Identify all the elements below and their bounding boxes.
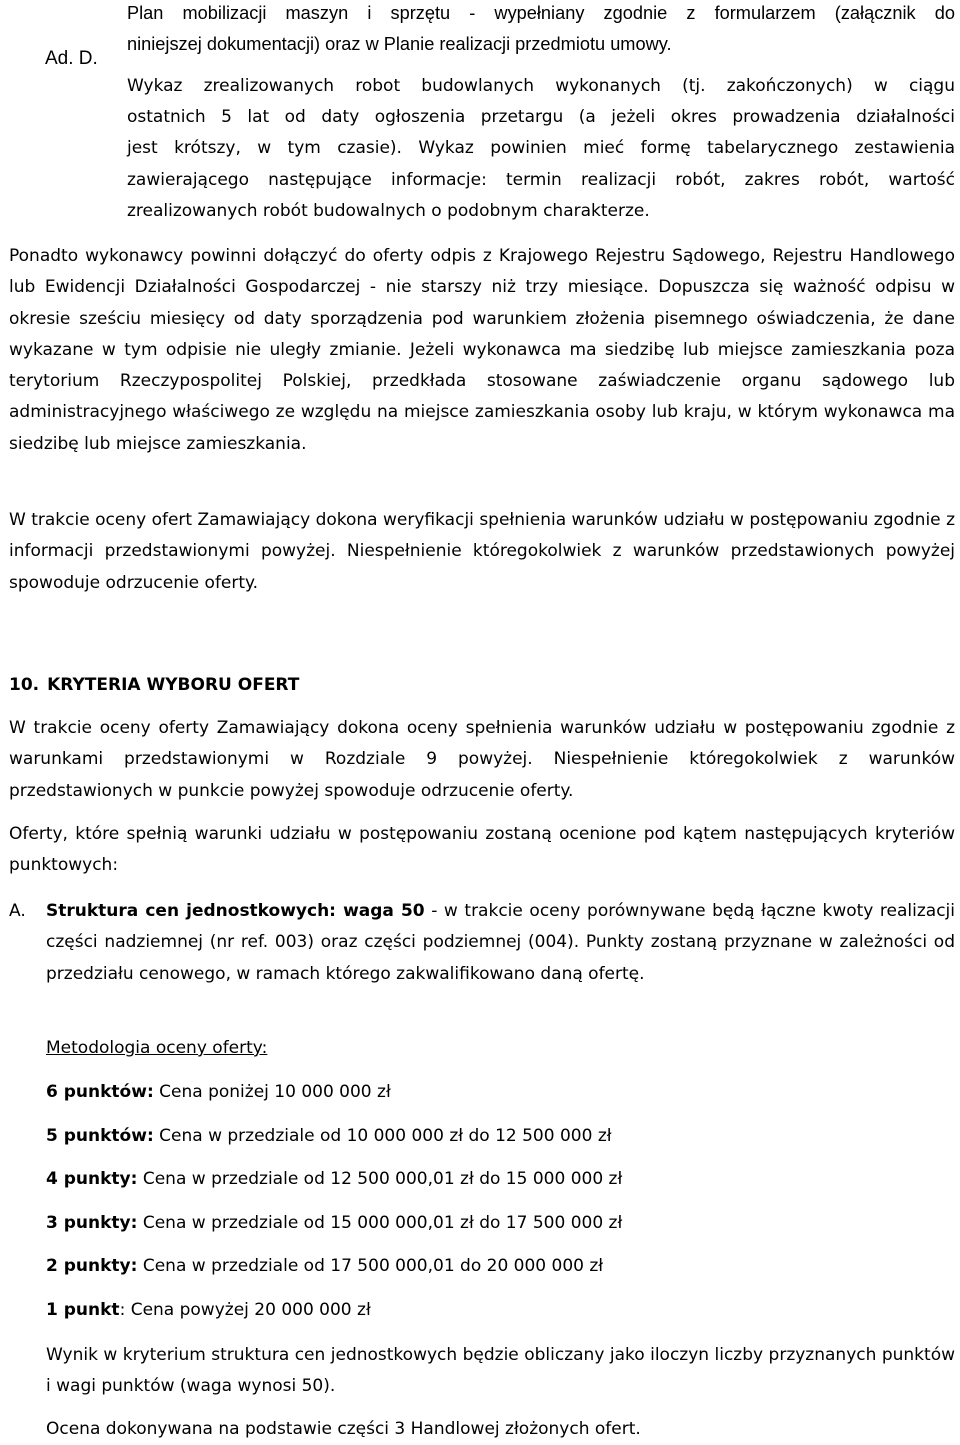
ad-d-line-5: zrealizowanych robót budowalnych o podobnym charakterze. — [127, 201, 650, 221]
plan-mobilizacji-line-2: niniejszej dokumentacji) oraz w Planie realizacji przedmiotu umowy. — [127, 34, 672, 54]
criterion-a-paragraph — [46, 896, 955, 990]
section-number: 10. — [9, 675, 40, 695]
section-title: KRYTERIA WYBORU OFERT — [47, 675, 300, 695]
ad-d-line-4: zawierającego następujące informacje: termin realizacji robót, zakres robót, wartość — [127, 170, 955, 190]
criterion-a-label: A. — [9, 901, 26, 921]
methodology-heading: Metodologia oceny oferty: — [46, 1038, 268, 1058]
result-paragraph: Wynik w kryterium struktura cen jednostkowych będzie obliczany jako iloczyn liczby przyznanych punktów i wagi punktów (waga wynosi 50). — [46, 1345, 955, 1397]
score-label: 1 punkt — [46, 1300, 120, 1320]
criterion-a-text: - w trakcie oceny porównywane będą łączne kwoty realizacji części nadziemnej (nr ref. 003) oraz części podziemnej (004). Punkty zostaną przyznane w zależności od przedziału cenowego, w ramach którego zakwalifikowano daną ofertę. — [46, 901, 955, 984]
score-label: 4 punkty: — [46, 1169, 138, 1189]
ad-d-line-1: Wykaz zrealizowanych robot budowlanych wykonanych (tj. zakończonych) w ciągu — [127, 76, 955, 96]
score-3 — [46, 1208, 622, 1239]
plan-mobilizacji-line-1: Plan mobilizacji maszyn i sprzętu - wypełniany zgodnie z formularzem (załącznik do — [127, 3, 955, 23]
criterion-a-title: Struktura cen jednostkowych: waga 50 — [46, 901, 425, 921]
ad-d-line-3-part-1: jest krótszy, w tym czasie). — [127, 138, 402, 158]
krs-paragraph: Ponadto wykonawcy powinni dołączyć do oferty odpis z Krajowego Rejestru Sądowego, Rejestru Handlowego lub Ewidencji Działalności Gospodarczej - nie starszy niż trzy miesiące. Dopuszcza się ważność odpisu w okresie sześciu miesięcy od daty sporządzenia pod warunkiem złożenia pisemnego oświadczenia, że dane wykazane w tym odpisie nie uległy zmianie. Jeżeli wykonawca ma siedzibę lub miejsce zamieszkania poza terytorium Rzeczypospolitej Polskiej, przedkłada stosowane zaświadczenie organu sądowego lub administracyjnego właściwego ze względu na miejsce zamieszkania osoby lub kraju, w którym wykonawca ma siedzibę lub miejsce zamieszkania. — [9, 246, 955, 454]
ad-d-line-3-part-2: Wykaz powinien mieć formę tabelarycznego zestawienia — [418, 138, 956, 158]
score-label: 2 punkty: — [46, 1256, 138, 1276]
ad-d-label: Ad. D. — [45, 48, 98, 69]
score-5 — [46, 1121, 612, 1152]
score-text: : Cena powyżej 20 000 000 zł — [119, 1300, 371, 1320]
section-10-paragraph-1: W trakcie oceny oferty Zamawiający dokona oceny spełnienia warunków udziału w postępowaniu zgodnie z warunkami przedstawionymi w Rozdziale 9 powyżej. Niespełnienie któregokolwiek z warunków przedstawionych w punkcie powyżej spowoduje odrzucenie oferty. — [9, 718, 955, 801]
ad-d-line-3 — [127, 133, 955, 164]
score-2 — [46, 1251, 603, 1282]
assessment-paragraph: Ocena dokonywana na podstawie części 3 Handlowej złożonych ofert. — [46, 1419, 641, 1439]
score-label: 5 punktów: — [46, 1126, 154, 1146]
score-1 — [46, 1295, 371, 1326]
score-text: Cena w przedziale od 12 500 000,01 zł do 15 000 000 zł — [137, 1169, 623, 1189]
score-text: Cena poniżej 10 000 000 zł — [153, 1082, 391, 1102]
verification-paragraph: W trakcie oceny ofert Zamawiający dokona weryfikacji spełnienia warunków udziału w postępowaniu zgodnie z informacji przedstawionymi powyżej. Niespełnienie któregokolwiek z warunków przedstawionych powyżej spowoduje odrzucenie oferty. — [9, 510, 955, 593]
score-text: Cena w przedziale od 10 000 000 zł do 12 500 000 zł — [153, 1126, 612, 1146]
section-10-paragraph-2: Oferty, które spełnią warunki udziału w postępowaniu zostaną ocenione pod kątem następujących kryteriów punktowych: — [9, 824, 955, 876]
score-text: Cena w przedziale od 15 000 000,01 zł do 17 500 000 zł — [137, 1213, 623, 1233]
section-10-heading — [9, 670, 299, 701]
score-label: 3 punkty: — [46, 1213, 138, 1233]
score-6 — [46, 1077, 391, 1108]
score-4 — [46, 1164, 622, 1195]
ad-d-line-2: ostatnich 5 lat od daty ogłoszenia przetargu (a jeżeli okres prowadzenia działalności — [127, 107, 955, 127]
score-label: 6 punktów: — [46, 1082, 154, 1102]
score-text: Cena w przedziale od 17 500 000,01 do 20 000 000 zł — [137, 1256, 604, 1276]
